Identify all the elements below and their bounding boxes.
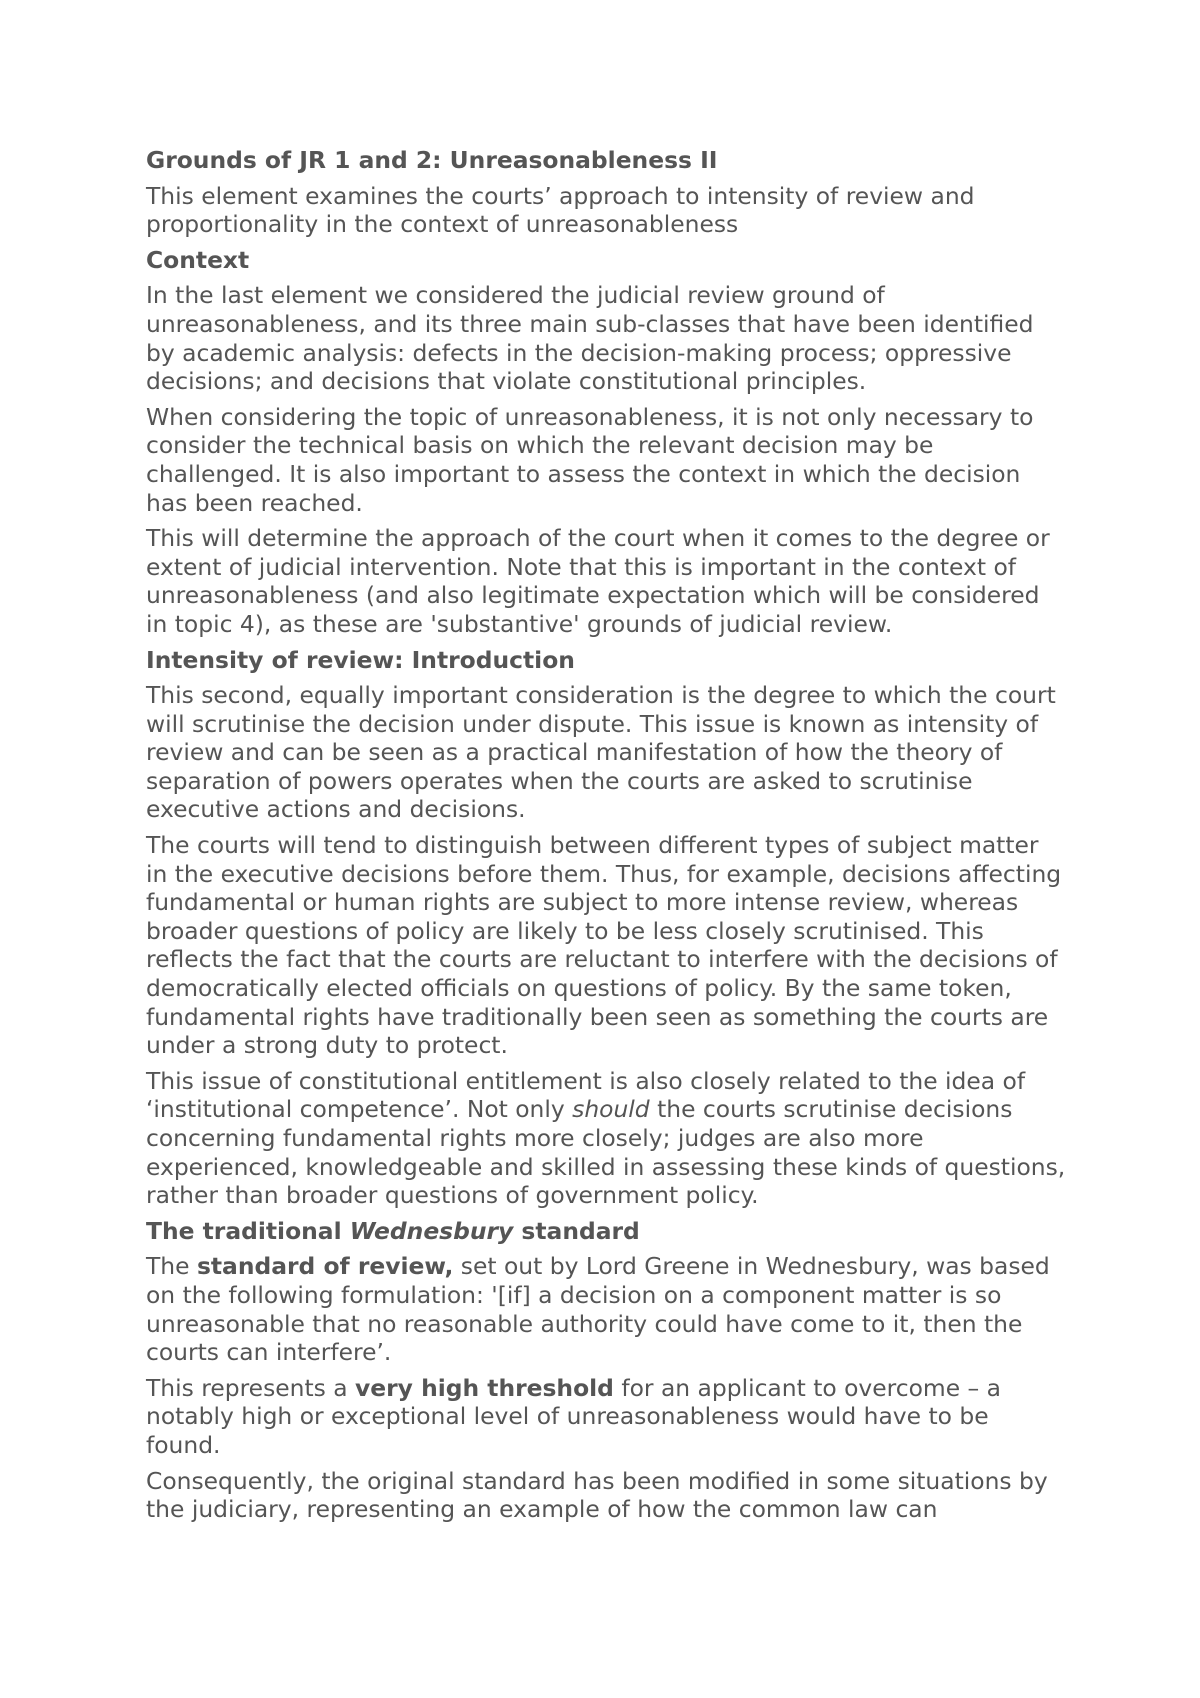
context-paragraph-2: When considering the topic of unreasonableness, it is not only necessary to consider the technical basis on which the relevant decision may be challenged. It is also important to assess the context in which the decision has been reached. xyxy=(146,402,1034,517)
competence-text-before: This issue of constitutional entitlement is also closely related to the idea of ‘institutional competence’. Not only xyxy=(146,1066,1026,1124)
section-heading-wednesbury xyxy=(146,1217,1066,1246)
intensity-paragraph-1: This second, equally important consideration is the degree to which the court will scrutinise the decision under dispute. This issue is known as intensity of review and can be seen as a practical manifestation of how the theory of separation of powers operates when the courts are asked to scrutinise executive actions and decisions. xyxy=(146,681,1056,824)
standard-text-before: The xyxy=(146,1252,197,1281)
section-heading-intensity: Intensity of review: Introduction xyxy=(146,645,575,674)
document-title: Grounds of JR 1 and 2: Unreasonableness II xyxy=(146,146,718,174)
standard-bold: standard of review, xyxy=(196,1252,454,1281)
standard-text-after: set out by Lord Greene in Wednesbury, was based on the following formulation: '[if] a decision on a component matter is so unreasonable that no reasonable authority could have come to it, then the courts can interfere’. xyxy=(146,1252,1050,1367)
threshold-bold: very high threshold xyxy=(355,1373,614,1402)
context-paragraph-1: In the last element we considered the judicial review ground of unreasonableness, and its three main sub-classes that have been identified by academic analysis: defects in the decision-making process; oppressive decisions; and decisions that violate constitutional principles. xyxy=(146,281,1034,396)
wednesbury-heading-after: standard xyxy=(513,1216,640,1245)
context-paragraph-3: This will determine the approach of the court when it comes to the degree or extent of judicial intervention. Note that this is important in the context of unreasonableness (and also legitimate expectation which will be considered in topic 4), as these are 'substantive' grounds of judicial review. xyxy=(146,524,1050,638)
wednesbury-heading-before: The traditional xyxy=(146,1216,350,1245)
intensity-paragraph-2: The courts will tend to distinguish between different types of subject matter in the executive decisions before them. Thus, for example, decisions affecting fundamental or human rights are subject to more intense review, whereas broader questions of policy are likely to be less closely scrutinised. This reflects the fact that the courts are reluctant to interfere with the decisions of democratically elected officials on questions of policy. By the same token, fundamental rights have traditionally been seen as something the courts are under a strong duty to protect. xyxy=(146,831,1062,1060)
document-page xyxy=(146,146,1066,1531)
competence-text-after: the courts scrutinise decisions concerning fundamental rights more closely; judges are also more experienced, knowledgeable and skilled in assessing these kinds of questions, rather than broader questions of government policy. xyxy=(146,1095,1066,1210)
final-paragraph: Consequently, the original standard has been modified in some situations by the judiciary, representing an example of how the common law can xyxy=(146,1466,1048,1524)
wednesbury-heading-emphasis: Wednesbury xyxy=(349,1216,514,1245)
competence-paragraph xyxy=(146,1067,1066,1210)
standard-paragraph xyxy=(146,1252,1066,1366)
competence-emphasis: should xyxy=(572,1095,650,1124)
section-heading-context: Context xyxy=(146,245,250,274)
threshold-paragraph xyxy=(146,1374,1066,1460)
intro-paragraph: This element examines the courts’ approach to intensity of review and proportionality in the context of unreasonableness xyxy=(146,181,975,239)
threshold-text-before: This represents a xyxy=(146,1373,356,1402)
threshold-text-after: for an applicant to overcome – a notably high or exceptional level of unreasonableness would have to be found. xyxy=(146,1373,1002,1459)
